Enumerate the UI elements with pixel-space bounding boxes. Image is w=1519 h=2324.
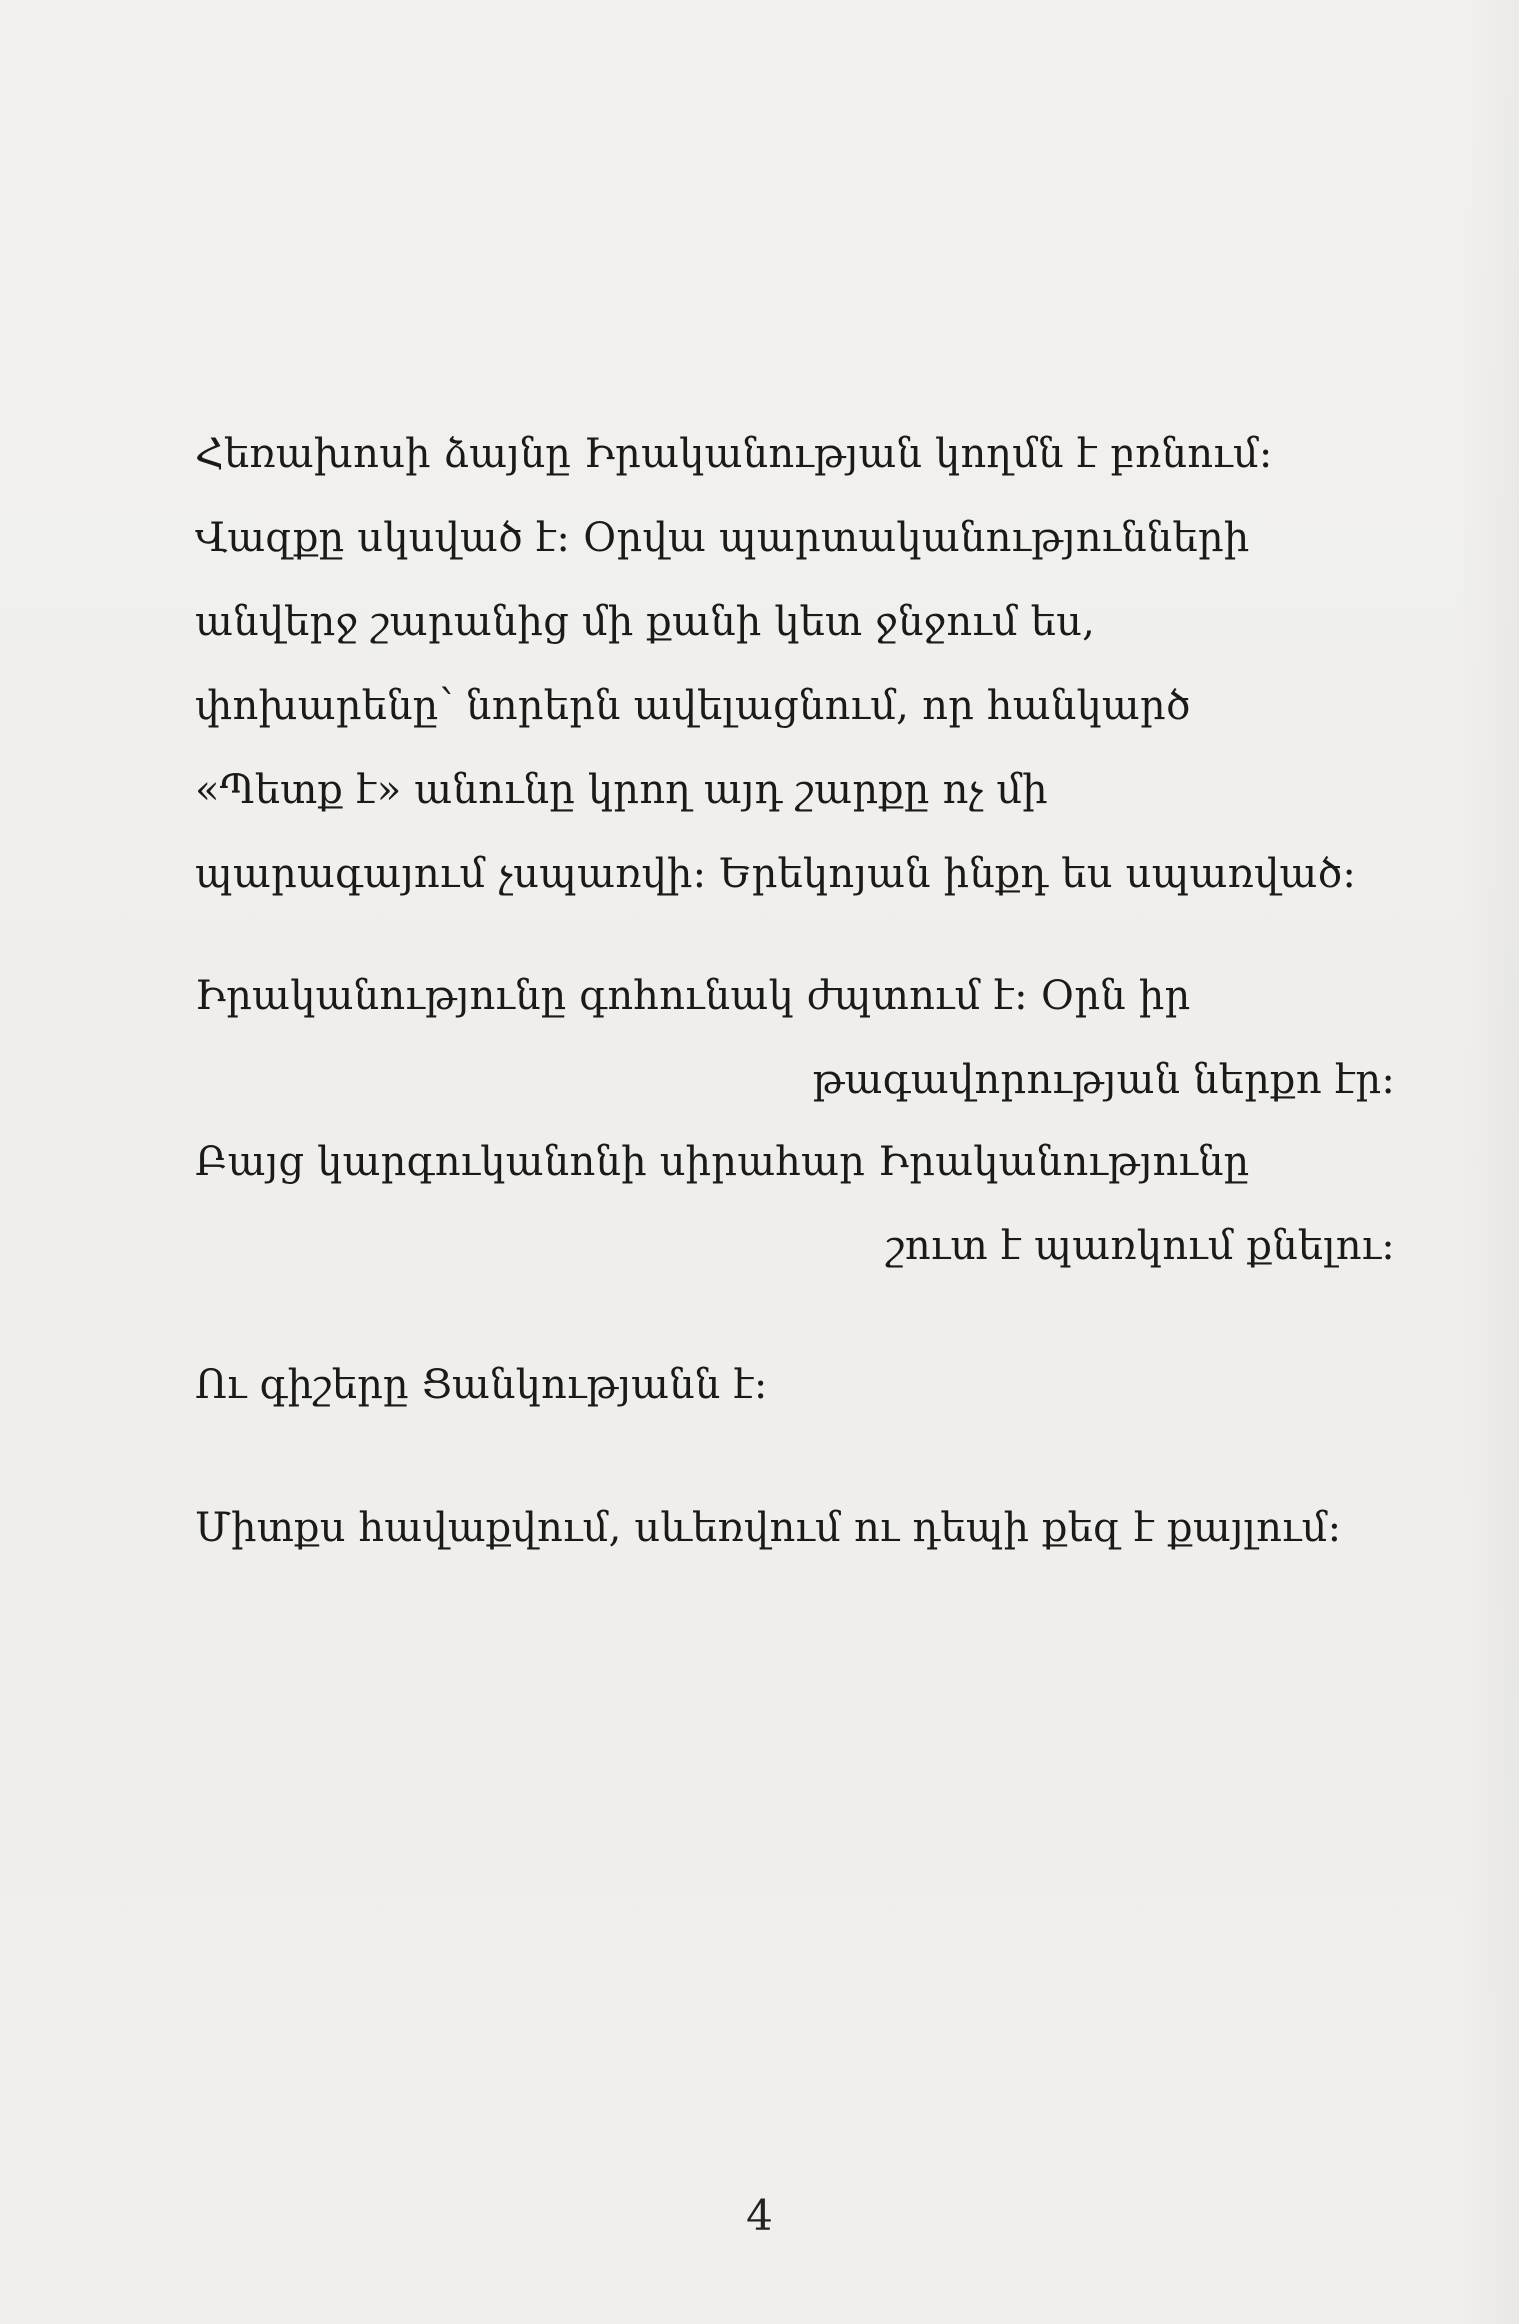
text-line-right-aligned: թագավորության ներքո էր: [812,1057,1395,1103]
text-line: անվերջ շարանից մի քանի կետ ջնջում ես, [195,599,1095,645]
text-line: Վազքը սկսված է: Օրվա պարտականությունների [195,515,1250,561]
text-line-right-aligned: շուտ է պառկում քնելու: [886,1223,1395,1269]
text-line: Հեռախոսի ձայնը Իրականության կողմն է բռնում: [195,431,1273,477]
text-line: փոխարենը՝ նորերն ավելացնում, որ հանկարծ [195,683,1191,729]
text-line: պարագայում չսպառվի: Երեկոյան ինքդ ես սպառված: [195,851,1357,897]
page-edge-shadow [1459,0,1519,2324]
text-line: Բայց կարգուկանոնի սիրահար Իրականությունը [195,1139,1250,1185]
text-line: «Պետք է» անունը կրող այդ շարքը ոչ մի [195,767,1048,813]
text-line: Ու գիշերը Ցանկությանն է: [195,1362,768,1408]
page-number: 4 [746,2191,773,2240]
text-line: Միտքս հավաքվում, սևեռվում ու դեպի քեզ է քայլում: [195,1505,1342,1551]
text-line: Իրականությունը գոհունակ ժպտում է: Օրն իր [195,973,1191,1019]
